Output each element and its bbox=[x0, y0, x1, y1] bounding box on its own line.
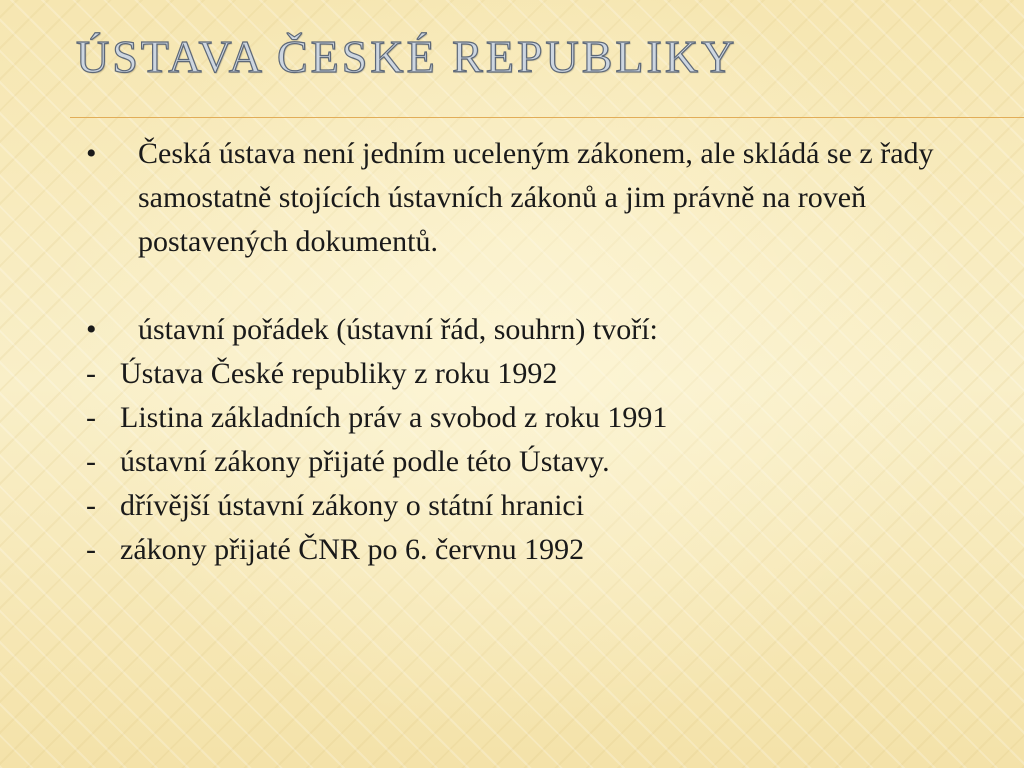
bullet-marker: • bbox=[86, 137, 97, 170]
dash-item-5 bbox=[84, 528, 964, 572]
dash-marker: - bbox=[86, 533, 96, 566]
dash-item-4 bbox=[84, 484, 964, 528]
paragraph-spacer bbox=[84, 264, 964, 308]
slide-body bbox=[84, 132, 964, 572]
bullet-item-1 bbox=[84, 132, 964, 264]
dash-item-2 bbox=[84, 396, 964, 440]
dash-marker: - bbox=[86, 445, 96, 478]
bullet-item-2 bbox=[84, 308, 964, 352]
dash-item-1 bbox=[84, 352, 964, 396]
dash-text-2: Listina základních práv a svobod z roku 1991 bbox=[120, 401, 668, 434]
dash-marker: - bbox=[86, 401, 96, 434]
dash-marker: - bbox=[86, 357, 96, 390]
dash-text-1: Ústava České republiky z roku 1992 bbox=[120, 357, 558, 390]
dash-text-5: zákony přijaté ČNR po 6. červnu 1992 bbox=[120, 533, 585, 566]
dash-marker: - bbox=[86, 489, 96, 522]
bullet-marker: • bbox=[86, 313, 97, 346]
bullet-text-2: ústavní pořádek (ústavní řád, souhrn) tvoří: bbox=[138, 313, 658, 346]
dash-text-4: dřívější ústavní zákony o státní hranici bbox=[120, 489, 585, 522]
title-divider bbox=[70, 117, 1024, 118]
slide-title: ÚSTAVA ČESKÉ REPUBLIKY bbox=[76, 31, 738, 82]
dash-item-3 bbox=[84, 440, 964, 484]
dash-text-3: ústavní zákony přijaté podle této Ústavy. bbox=[120, 445, 610, 478]
bullet-text-1: Česká ústava není jedním uceleným zákonem, ale skládá se z řady samostatně stojících ústavních zákonů a jim právně na roveň postavených dokumentů. bbox=[138, 137, 934, 258]
